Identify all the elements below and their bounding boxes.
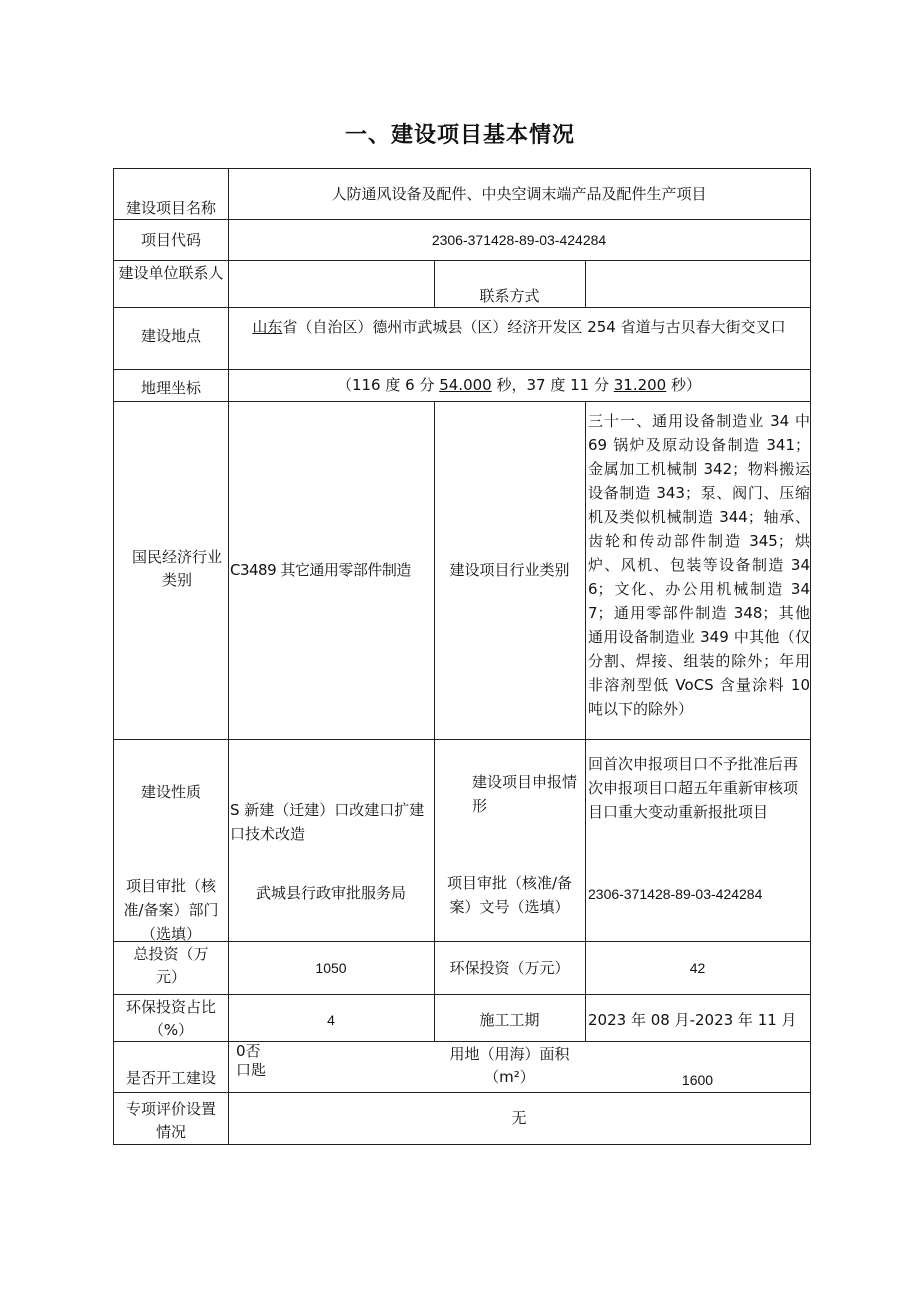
project-info-table <box>113 168 811 1145</box>
grid-line <box>114 401 810 402</box>
land-area-label: 用地（用海）面积（m²） <box>449 1045 570 1086</box>
special-eval-label: 专项评价设置情况 <box>125 1100 216 1141</box>
grid-line <box>114 739 810 740</box>
coords-value <box>228 374 810 397</box>
coords-text: （116 度 6 分 <box>336 376 440 394</box>
industry-value: C3489 其它通用零部件制造 <box>230 561 411 579</box>
env-investment-value: 42 <box>689 960 706 976</box>
location-text: 省（自治区）德州市武城县（区）经济开发区 254 省道与古贝春大街交叉口 <box>282 318 786 336</box>
approval-doc-value: 2306-371428-89-03-424284 <box>588 886 763 902</box>
contact-method-label: 联系方式 <box>479 287 540 305</box>
contact-person-label: 建设单位联系人 <box>118 264 224 282</box>
grid-line <box>114 369 810 370</box>
coords-text: 秒） <box>666 376 702 394</box>
report-type-label: 建设项目申报情形 <box>472 773 578 815</box>
location-value <box>230 316 808 339</box>
industry-label: 国民经济行业类别 <box>131 548 222 589</box>
coords-text: 秒，37 度 11 分 <box>491 376 614 394</box>
grid-line <box>585 401 586 1041</box>
construction-started-label: 是否开工建设 <box>125 1069 216 1087</box>
env-ratio-value: 4 <box>327 1012 335 1028</box>
grid-line <box>114 260 810 261</box>
project-category-value: 三十一、通用设备制造业 34 中 69 锅炉及原动设备制造 341；金属加工机械制 342；物料搬运设备制造 343；泵、阀门、压缩机及类似机械制造 344；轴承、齿轮和传动部件制造 345；烘炉、风机、包装等设备制造 346；文化、办公用机械制造 347；通用零部件制造 348；其他通用设备制造业 349 中其他（仅分割、焊接、组装的除外；年用非溶剂型低 VoCS 含量涂料 10 吨以下的除外） <box>588 412 810 718</box>
approval-dept-label: 项目审批（核准/备案）部门（选填） <box>123 877 219 943</box>
project-code-value: 2306-371428-89-03-424284 <box>431 232 607 248</box>
land-area-value: 1600 <box>681 1072 714 1088</box>
longitude-seconds: 54.000 <box>439 376 492 394</box>
grid-line <box>228 169 229 1144</box>
latitude-seconds: 31.200 <box>613 376 667 394</box>
location-province: 山东 <box>252 318 283 336</box>
option-yes[interactable]: 口匙 <box>236 1061 267 1079</box>
project-name-label: 建设项目名称 <box>125 199 216 217</box>
construction-nature-label: 建设性质 <box>140 783 201 801</box>
page-title: 一、建设项目基本情况 <box>344 123 575 148</box>
construction-started-options <box>236 1042 336 1080</box>
option-no[interactable]: 0否 <box>236 1042 261 1060</box>
construction-period-value: 2023 年 08 月-2023 年 11 月 <box>588 1011 797 1029</box>
construction-period-label: 施工工期 <box>479 1011 540 1029</box>
total-investment-value: 1050 <box>315 960 347 976</box>
grid-line <box>585 260 586 307</box>
grid-line <box>114 994 810 995</box>
coords-label: 地理坐标 <box>140 379 201 397</box>
env-ratio-label: 环保投资占比（%） <box>125 998 216 1039</box>
report-type-value: 回首次申报项目口不予批准后再次申报项目口超五年重新审核项目口重大变动重新报批项目 <box>588 755 799 821</box>
project-category-label: 建设项目行业类别 <box>449 561 570 579</box>
approval-doc-label: 项目审批（核准/备案）文号（选填） <box>446 874 573 916</box>
project-name-value: 人防通风设备及配件、中央空调末端产品及配件生产项目 <box>331 185 707 203</box>
project-code-label: 项目代码 <box>140 231 201 249</box>
location-label: 建设地点 <box>140 327 201 345</box>
total-investment-label: 总投资（万元） <box>133 945 209 986</box>
env-investment-label: 环保投资（万元） <box>449 959 570 977</box>
grid-line <box>434 401 435 1041</box>
approval-dept-value: 武城县行政审批服务局 <box>255 884 406 902</box>
grid-line <box>114 1092 810 1093</box>
construction-nature-value: S 新建（迁建）口改建口扩建口技术改造 <box>230 801 425 843</box>
special-eval-value: 无 <box>511 1109 527 1127</box>
